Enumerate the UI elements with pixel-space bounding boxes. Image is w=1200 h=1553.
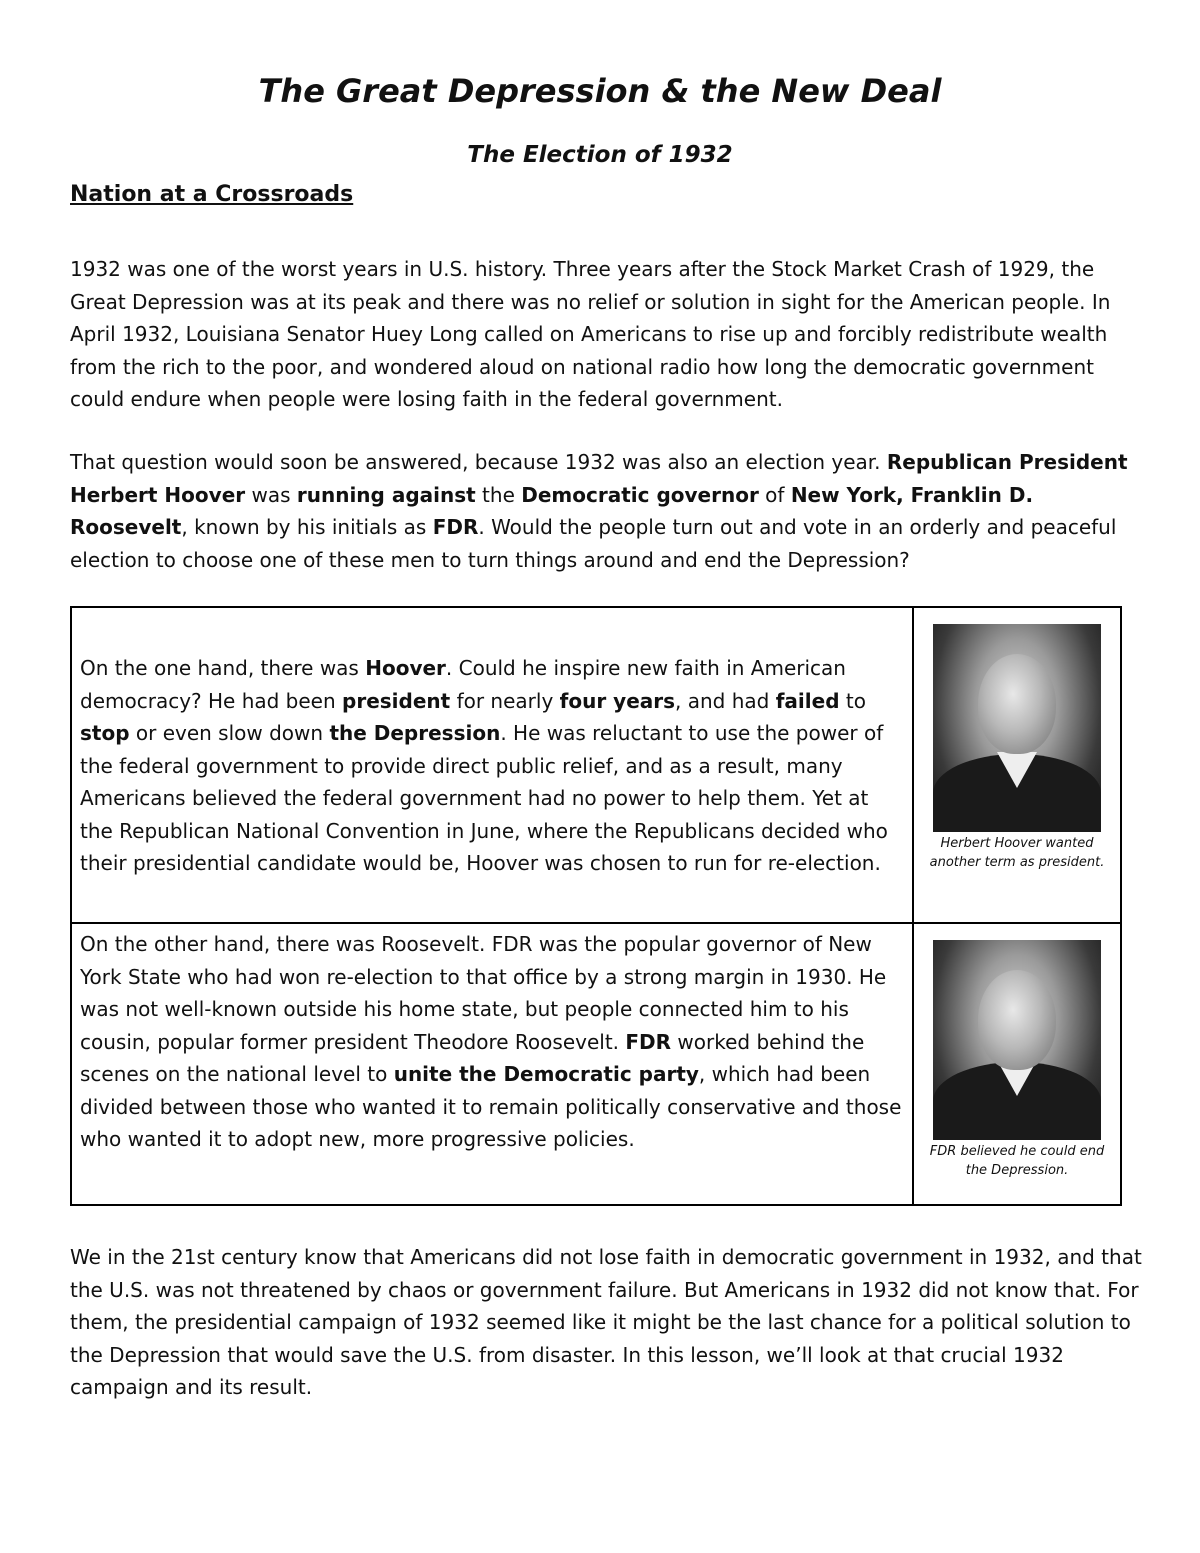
text-run: On the one hand, there was (80, 656, 366, 680)
text-run: On the other hand, there was Roosevelt. FDR was the popular governor of New York State who had won re-election to that office by a strong margin in 1930. He was not well-known outside his home state, but people connected him to his cousin, popular former president Theodore Roosevelt. (80, 932, 887, 1054)
hoover-caption: Herbert Hoover wanted another term as president. (929, 836, 1105, 870)
closing-paragraph: We in the 21st century know that Americans did not lose faith in democratic government in 1932, and that the U.S. was not threatened by chaos or government failure. But Americans in 1932 did not know that. For them, the presidential campaign of 1932 seemed like it might be the last chance for a political solution to the Depression that would save the U.S. from disaster. In this lesson, we’ll look at that crucial 1932 campaign and its result. (70, 1245, 1142, 1399)
text-run: That question would soon be answered, because 1932 was also an election year. (70, 450, 887, 474)
text-run: . Could he inspire new faith in American democracy? He had been (80, 656, 846, 713)
text-run: for nearly (450, 688, 560, 713)
bold-text: FDR (432, 515, 479, 539)
text-run: . He was reluctant to use the power of the federal government to provide direct public relief, and as a result, many Americans believed the federal government had no power to help them. Yet at the Republican National Convention in June, where the Republicans decided who their presidential candidate would be, Hoover was chosen to run for re-election. (80, 721, 888, 875)
page-title: The Great Depression & the New Deal (258, 72, 942, 110)
fdr-caption: FDR believed he could end the Depression. (929, 1144, 1105, 1178)
hoover-photo-cell (913, 607, 1121, 923)
text-run: , which had been divided between those who wanted it to remain politically conservative and those who wanted it to adopt new, more progressive policies. (80, 1062, 902, 1151)
bold-text: unite the Democratic party (393, 1062, 699, 1086)
fdr-description (72, 924, 912, 1162)
page-subtitle: The Election of 1932 (467, 142, 733, 168)
section-heading: Nation at a Crossroads (70, 182, 354, 207)
text-run: was (245, 482, 297, 507)
hoover-description (72, 608, 912, 886)
text-run: or even slow down (129, 721, 330, 745)
text-run: worked behind the scenes on the national level to (80, 1029, 865, 1086)
text-run: the (475, 482, 522, 507)
bold-text: president (342, 688, 451, 713)
bold-text: running against (296, 482, 476, 507)
bold-text: failed (775, 688, 840, 713)
intro-paragraph: 1932 was one of the worst years in U.S. history. Three years after the Stock Market Crash of 1929, the Great Depression was at its peak and there was no relief or solution in sight for the American people. In April 1932, Louisiana Senator Huey Long called on Americans to rise up and forcibly redistribute wealth from the rich to the poor, and wondered aloud on national radio how long the democratic government could endure when people were losing faith in the federal government. (70, 257, 1111, 411)
bold-text: New York, Franklin D. Roosevelt (70, 482, 1034, 539)
fdr-row (71, 923, 1121, 1205)
text-run: , and had (675, 688, 776, 713)
text-run: . Would the people turn out and vote in an orderly and peaceful election to choose one of these men to turn things around and end the Depression? (70, 515, 1117, 572)
text-run: of (758, 482, 791, 507)
hoover-row (71, 607, 1121, 923)
hoover-portrait-image (933, 624, 1101, 832)
bold-text: Democratic governor (521, 482, 759, 507)
bold-text: FDR (625, 1029, 672, 1054)
candidates-table (70, 606, 1122, 1206)
bold-text: Republican President Herbert Hoover (70, 450, 1128, 507)
hoover-text-cell (71, 607, 913, 923)
portrait-head-shape (978, 970, 1056, 1070)
text-run: , known by his initials as (181, 515, 433, 539)
bold-text: Hoover (365, 656, 446, 680)
bold-text: stop (80, 721, 130, 745)
bold-text: the Depression (329, 721, 501, 745)
bold-text: four years (559, 688, 676, 713)
fdr-text-cell (71, 923, 913, 1205)
fdr-portrait-image (933, 940, 1101, 1140)
portrait-head-shape (978, 654, 1056, 754)
election-paragraph (70, 446, 1140, 576)
text-run: to (839, 688, 866, 713)
fdr-photo-cell (913, 923, 1121, 1205)
